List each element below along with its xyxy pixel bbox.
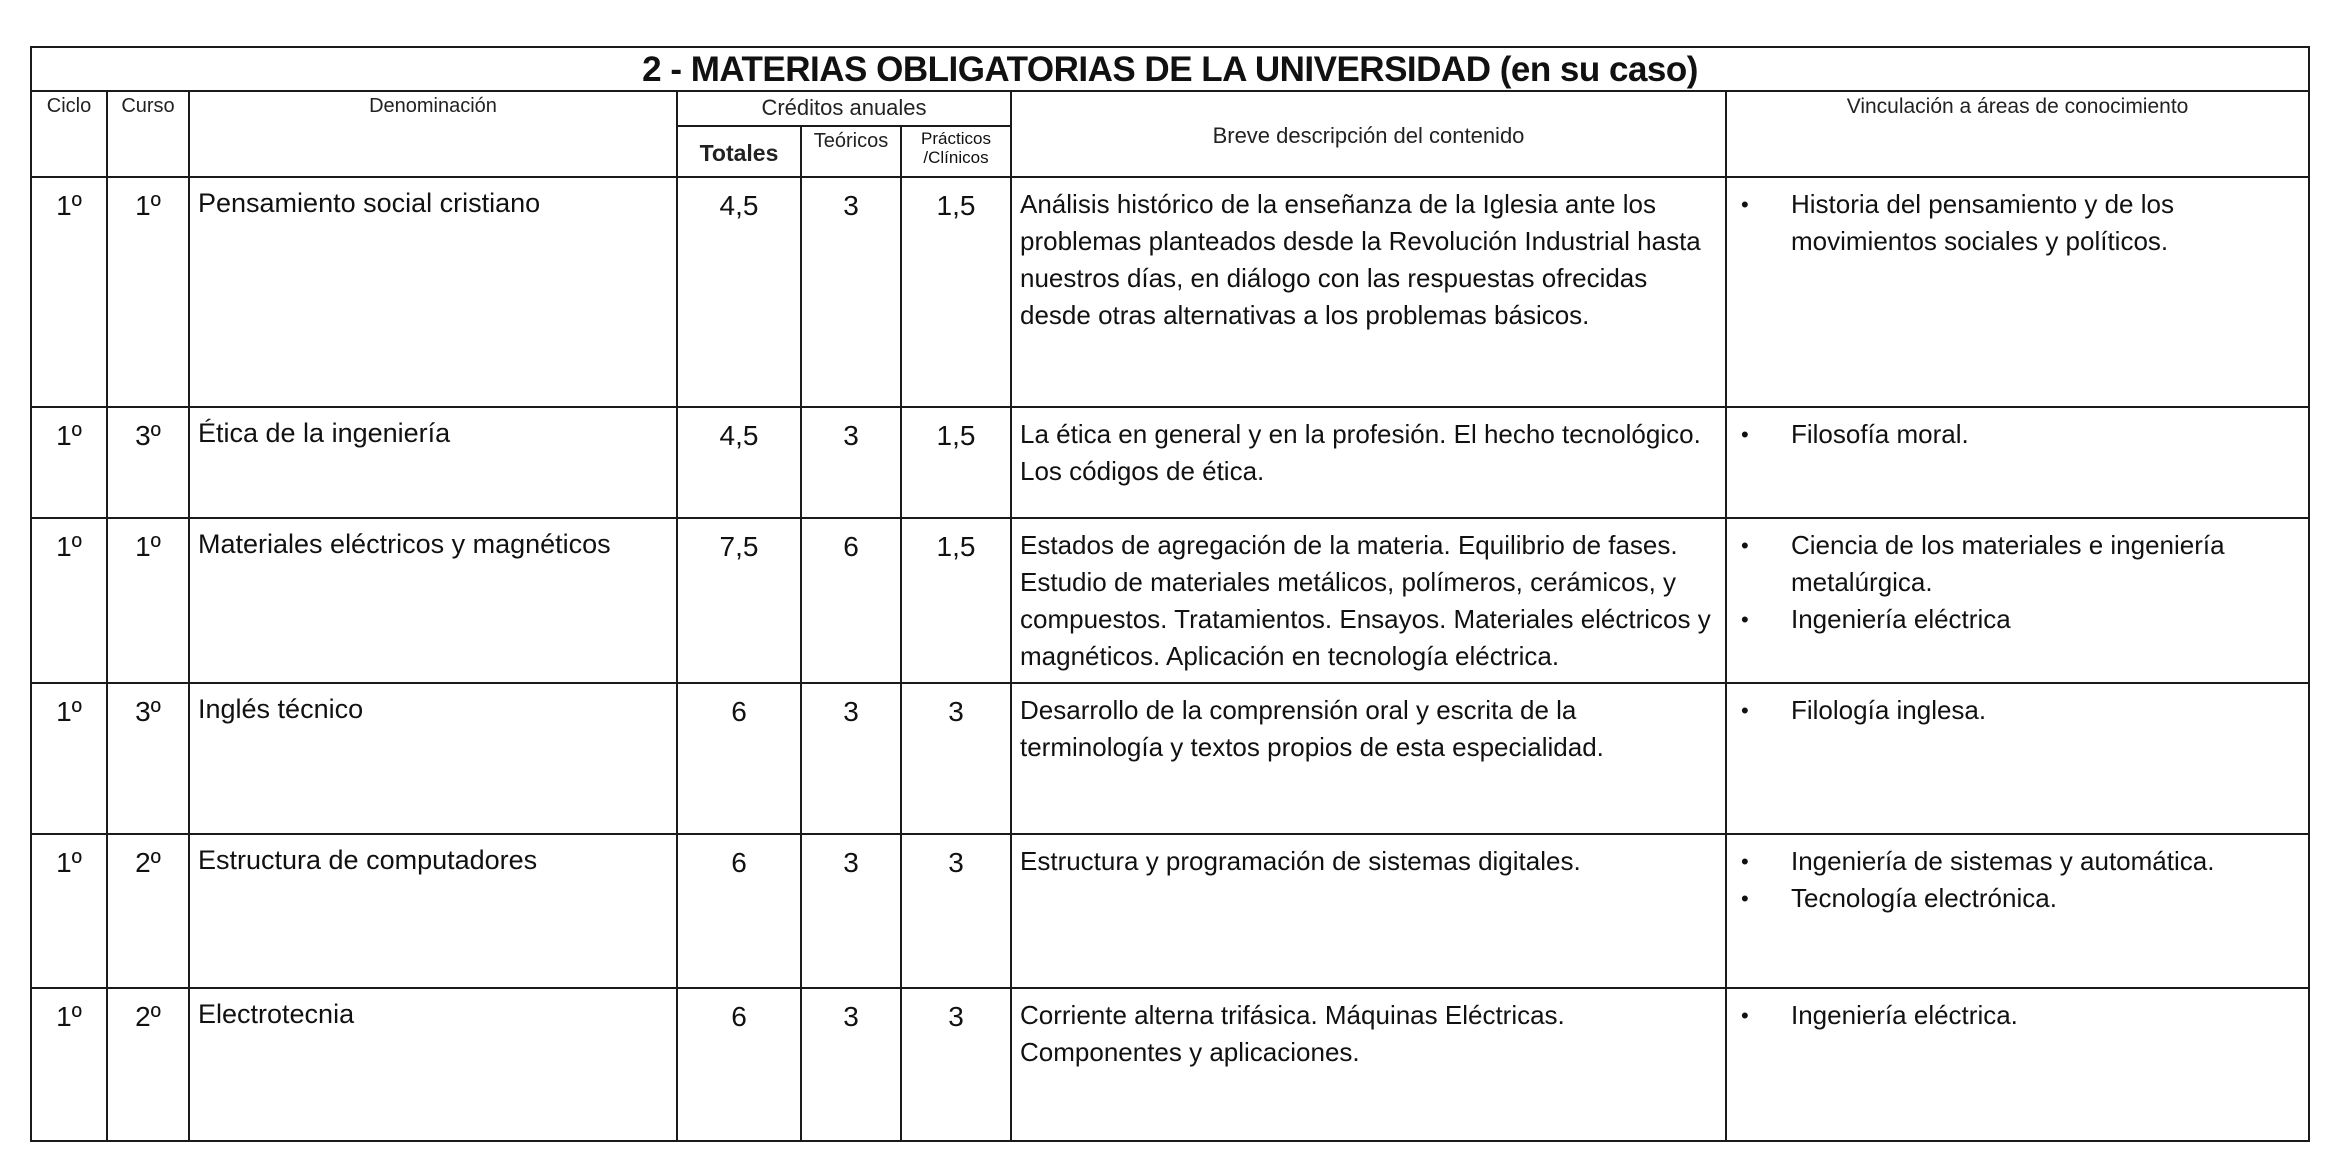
list-item (1727, 527, 2300, 601)
bullet-icon: • (1741, 698, 1749, 724)
cell-teoricos: 3 (801, 988, 901, 1141)
header-totales: Totales (677, 126, 801, 177)
cell-vinculacion (1726, 683, 2309, 834)
table-body (31, 177, 2309, 1141)
header-vinculacion: Vinculación a áreas de conocimiento (1726, 91, 2309, 177)
area-text: Filosofía moral. (1791, 418, 1969, 449)
cell-totales: 6 (677, 834, 801, 987)
cell-teoricos: 6 (801, 518, 901, 683)
header-practicos: Prácticos /Clínicos (901, 126, 1011, 177)
area-text: Filología inglesa. (1791, 695, 1987, 726)
cell-curso: 3º (107, 407, 189, 518)
list-item (1727, 880, 2300, 917)
table-row (31, 518, 2309, 683)
cell-totales: 6 (677, 988, 801, 1141)
cell-descripcion: Corriente alterna trifásica. Máquinas Eléctricas. Componentes y aplicaciones. (1011, 988, 1726, 1141)
header-row-1 (31, 91, 2309, 126)
cell-curso: 2º (107, 834, 189, 987)
cell-teoricos: 3 (801, 683, 901, 834)
table-row (31, 683, 2309, 834)
cell-descripcion: Estructura y programación de sistemas digitales. (1011, 834, 1726, 987)
cell-ciclo: 1º (31, 683, 107, 834)
cell-teoricos: 3 (801, 834, 901, 987)
areas-list (1727, 997, 2300, 1034)
cell-vinculacion (1726, 834, 2309, 987)
list-item (1727, 416, 2300, 453)
cell-denominacion: Estructura de computadores (189, 834, 677, 987)
cell-denominacion: Ética de la ingeniería (189, 407, 677, 518)
header-ciclo: Ciclo (31, 91, 107, 177)
list-item (1727, 601, 2300, 638)
cell-curso: 2º (107, 988, 189, 1141)
cell-practicos: 1,5 (901, 518, 1011, 683)
areas-list (1727, 527, 2300, 638)
cell-curso: 3º (107, 683, 189, 834)
areas-list (1727, 692, 2300, 729)
list-item (1727, 843, 2300, 880)
cell-totales: 4,5 (677, 177, 801, 407)
header-denominacion: Denominación (189, 91, 677, 177)
cell-totales: 4,5 (677, 407, 801, 518)
areas-list (1727, 416, 2300, 453)
cell-practicos: 3 (901, 834, 1011, 987)
cell-ciclo: 1º (31, 834, 107, 987)
cell-denominacion: Pensamiento social cristiano (189, 177, 677, 407)
area-text: Ingeniería eléctrica (1791, 603, 2011, 634)
cell-teoricos: 3 (801, 407, 901, 518)
table-row (31, 988, 2309, 1141)
cell-practicos: 1,5 (901, 177, 1011, 407)
cell-practicos: 3 (901, 988, 1011, 1141)
bullet-icon: • (1741, 532, 1749, 558)
area-text: Ciencia de los materiales e ingeniería metalúrgica. (1791, 529, 2225, 597)
cell-vinculacion (1726, 988, 2309, 1141)
cell-practicos: 3 (901, 683, 1011, 834)
cell-teoricos: 3 (801, 177, 901, 407)
list-item (1727, 692, 2300, 729)
cell-denominacion: Inglés técnico (189, 683, 677, 834)
list-item (1727, 997, 2300, 1034)
bullet-icon: • (1741, 886, 1749, 912)
header-creditos: Créditos anuales (677, 91, 1011, 126)
header-teoricos: Teóricos (801, 126, 901, 177)
subjects-table (30, 46, 2310, 1142)
list-item (1727, 186, 2300, 260)
bullet-icon: • (1741, 849, 1749, 875)
cell-descripcion: Análisis histórico de la enseñanza de la Iglesia ante los problemas planteados desde la Revolución Industrial hasta nuestros días, en diálogo con las respuestas ofrecidas desde otras alternativas a los problemas básicos. (1011, 177, 1726, 407)
area-text: Historia del pensamiento y de los movimientos sociales y políticos. (1791, 189, 2174, 256)
table-title: 2 - MATERIAS OBLIGATORIAS DE LA UNIVERSIDAD (en su caso) (31, 47, 2309, 91)
header-curso: Curso (107, 91, 189, 177)
cell-denominacion: Materiales eléctricos y magnéticos (189, 518, 677, 683)
cell-descripcion: Estados de agregación de la materia. Equilibrio de fases. Estudio de materiales metálicos, polímeros, cerámicos, y compuestos. Tratamientos. Ensayos. Materiales eléctricos y magnéticos. Aplicación en tecnología eléctrica. (1011, 518, 1726, 683)
cell-descripcion: La ética en general y en la profesión. El hecho tecnológico. Los códigos de ética. (1011, 407, 1726, 518)
table-row (31, 407, 2309, 518)
table-row (31, 177, 2309, 407)
cell-ciclo: 1º (31, 518, 107, 683)
header-descripcion: Breve descripción del contenido (1011, 91, 1726, 177)
areas-list (1727, 186, 2300, 260)
cell-ciclo: 1º (31, 988, 107, 1141)
area-text: Ingeniería de sistemas y automática. (1791, 846, 2215, 877)
cell-curso: 1º (107, 518, 189, 683)
area-text: Tecnología electrónica. (1791, 883, 2057, 914)
bullet-icon: • (1741, 1002, 1749, 1028)
cell-denominacion: Electrotecnia (189, 988, 677, 1141)
cell-vinculacion (1726, 518, 2309, 683)
area-text: Ingeniería eléctrica. (1791, 999, 2018, 1030)
cell-ciclo: 1º (31, 407, 107, 518)
cell-descripcion: Desarrollo de la comprensión oral y escrita de la terminología y textos propios de esta especialidad. (1011, 683, 1726, 834)
bullet-icon: • (1741, 192, 1749, 217)
cell-totales: 7,5 (677, 518, 801, 683)
table-row (31, 834, 2309, 987)
cell-curso: 1º (107, 177, 189, 407)
bullet-icon: • (1741, 421, 1749, 447)
title-row (31, 47, 2309, 91)
cell-vinculacion (1726, 407, 2309, 518)
bullet-icon: • (1741, 606, 1749, 632)
cell-ciclo: 1º (31, 177, 107, 407)
cell-totales: 6 (677, 683, 801, 834)
areas-list (1727, 843, 2300, 917)
cell-vinculacion (1726, 177, 2309, 407)
cell-practicos: 1,5 (901, 407, 1011, 518)
